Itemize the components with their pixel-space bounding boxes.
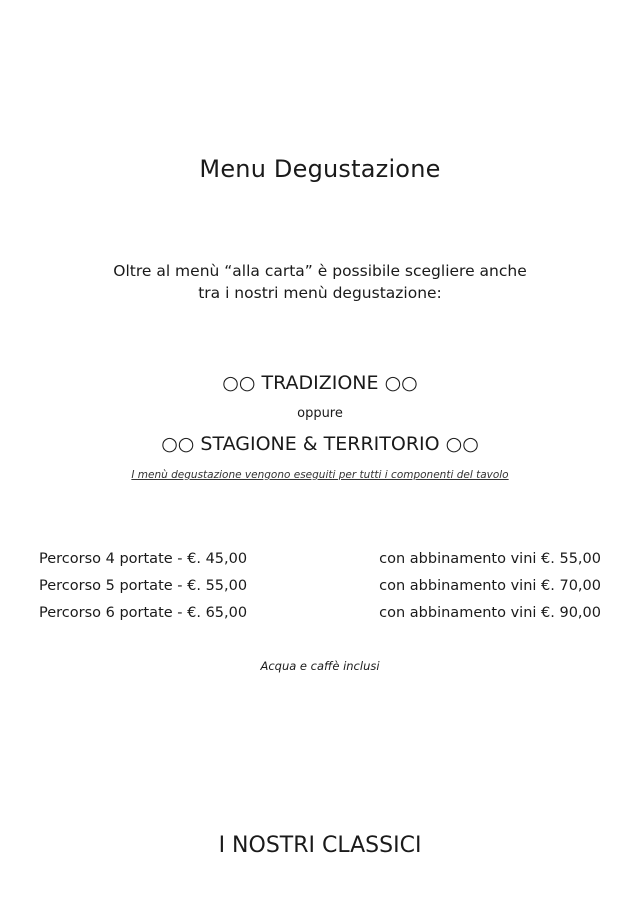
wine-pairing-price: con abbinamento vini €. 90,00 — [379, 605, 601, 621]
menu-tradizione: ○○ TRADIZIONE ○○ — [222, 372, 418, 394]
intro-line: Oltre al menù “alla carta” è possibile scegliere anche — [113, 262, 527, 280]
course-price: Percorso 5 portate - €. 55,00 — [39, 578, 248, 594]
wine-pairing-price: con abbinamento vini €. 55,00 — [379, 551, 601, 567]
page-title: Menu Degustazione — [199, 155, 441, 183]
section-heading: I NOSTRI CLASSICI — [218, 833, 422, 858]
price-row — [39, 551, 601, 567]
menu-stagione-territorio: ○○ STAGIONE & TERRITORIO ○○ — [161, 433, 479, 455]
wine-pairing-price: con abbinamento vini €. 70,00 — [379, 578, 601, 594]
course-price: Percorso 6 portate - €. 65,00 — [39, 605, 248, 621]
price-row — [39, 578, 601, 594]
course-price: Percorso 4 portate - €. 45,00 — [39, 551, 248, 567]
price-row — [39, 605, 601, 621]
intro-text — [0, 260, 640, 304]
included-note: Acqua e caffè inclusi — [260, 659, 380, 673]
intro-line: tra i nostri menù degustazione: — [198, 284, 442, 302]
menu-note: I menù degustazione vengono eseguiti per tutti i componenti del tavolo — [131, 469, 509, 481]
menu-separator: oppure — [297, 406, 343, 421]
